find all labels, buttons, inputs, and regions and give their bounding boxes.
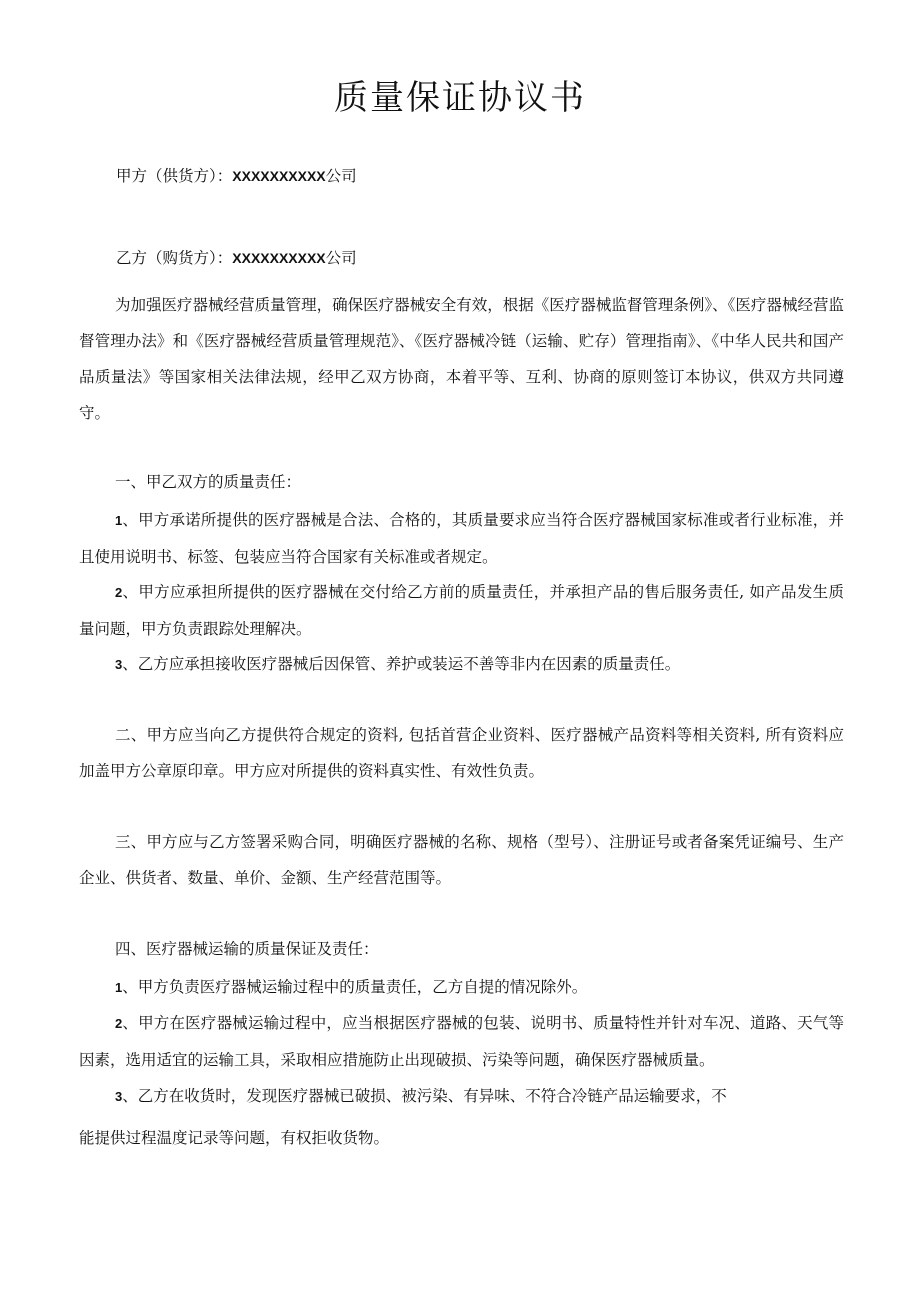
party-b-suffix: 公司: [325, 249, 357, 267]
party-a-line: [116, 164, 357, 188]
item-text: 、乙方在收货时，发现医疗器械已破损、被污染、有异味、不符合冷链产品运输要求，不: [122, 1087, 727, 1105]
item-number: 2: [115, 1016, 123, 1031]
party-a-label: 甲方（供货方）：: [116, 167, 233, 185]
item-text: 、甲方负责医疗器械运输过程中的质量责任，乙方自提的情况除外。: [122, 978, 588, 996]
item-number: 1: [115, 513, 123, 528]
party-a-code: XXXXXXXXXX: [232, 168, 326, 184]
item-number: 3: [115, 1089, 123, 1104]
party-b-line: [116, 246, 357, 270]
party-b-code: XXXXXXXXXX: [232, 250, 326, 266]
section3-paragraph: 三、甲方应与乙方签署采购合同，明确医疗器械的名称、规格（型号）、注册证号或者备案凭证编号、生产企业、供货者、数量、单价、金额、生产经营范围等。: [79, 833, 844, 887]
section4-item-3: [79, 1078, 844, 1115]
intro-paragraph: 为加强医疗器械经营质量管理，确保医疗器械安全有效，根据《医疗器械监督管理条例》、《医疗器械经营监督管理办法》和《医疗器械经营质量管理规范》、《医疗器械冷链（运输、贮存）管理指南》、《中华人民共和国产品质量法》等国家相关法律法规，经甲乙双方协商，本着平等、互利、协商的原则签订本协议，供双方共同遵守。: [79, 296, 844, 422]
item-text: 、甲方在医疗器械运输过程中，应当根据医疗器械的包装、说明书、质量特性并针对车况、道路、天气等因素，选用适宜的运输工具，采取相应措施防止出现破损、污染等问题，确保医疗器械质量。: [79, 1014, 844, 1069]
party-a-suffix: 公司: [325, 167, 357, 185]
section4-heading: 四、医疗器械运输的质量保证及责任：: [115, 940, 379, 958]
item-text: 、甲方承诺所提供的医疗器械是合法、合格的，其质量要求应当符合医疗器械国家标准或者行业标准，并且使用说明书、标签、包装应当符合国家有关标准或者规定。: [79, 511, 844, 566]
item-number: 3: [115, 657, 123, 672]
section1-item-1: [79, 502, 844, 575]
section4-item-2: [79, 1005, 844, 1078]
party-b-label: 乙方（购货方）：: [116, 249, 233, 267]
section1-item-2: [79, 574, 844, 647]
section4-item-1: [79, 969, 844, 1006]
document-title: 质量保证协议书: [334, 78, 586, 118]
section2-paragraph: 二、甲方应当向乙方提供符合规定的资料, 包括首营企业资料、医疗器械产品资料等相关资料, 所有资料应加盖甲方公章原印章。甲方应对所提供的资料真实性、有效性负责。: [79, 726, 844, 780]
item-number: 1: [115, 980, 123, 995]
item-number: 2: [115, 585, 123, 600]
section1-item-3: [79, 646, 844, 683]
section1-heading: 一、甲乙双方的质量责任：: [115, 473, 302, 491]
item-text: 、甲方应承担所提供的医疗器械在交付给乙方前的质量责任，并承担产品的售后服务责任, 如产品发生质量问题，甲方负责跟踪处理解决。: [79, 583, 844, 638]
section4-item-3-continuation: 能提供过程温度记录等问题，有权拒收货物。: [79, 1129, 390, 1147]
item-text: 、乙方应承担接收医疗器械后因保管、养护或装运不善等非内在因素的质量责任。: [122, 655, 681, 673]
